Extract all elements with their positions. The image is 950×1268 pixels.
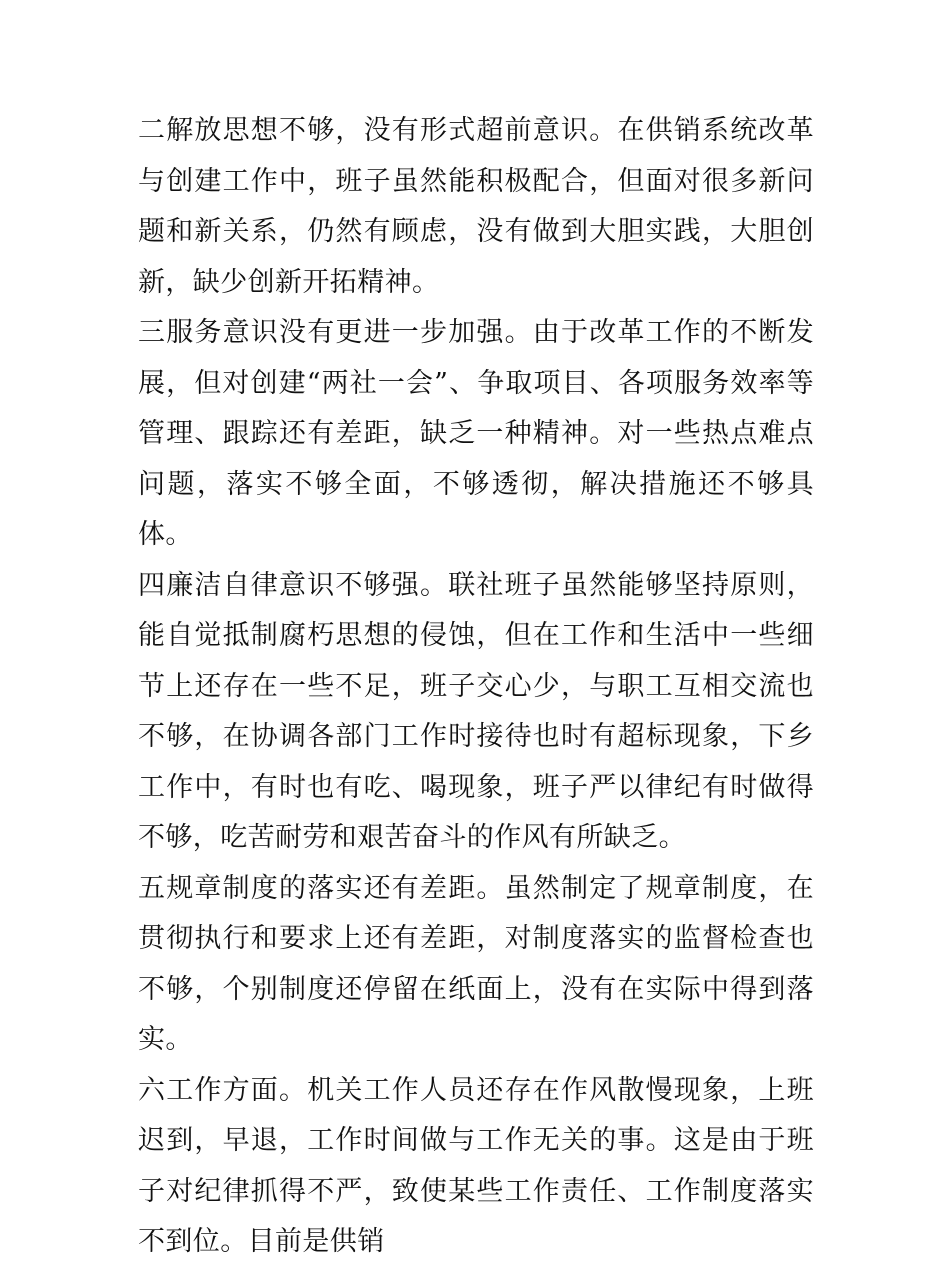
paragraph-integrity-self-discipline: 四廉洁自律意识不够强。联社班子虽然能够坚持原则，能自觉抵制腐朽思想的侵蚀，但在工作和生活中一些细节上还存在一些不足，班子交心少，与职工互相交流也不够，在协调各部门工作时接待也时有超标现象，下乡工作中，有时也有吃、喝现象，班子严以律纪有时做得不够，吃苦耐劳和艰苦奋斗的作风有所缺乏。 [138, 569, 814, 853]
paragraph-service-awareness: 三服务意识没有更进一步加强。由于改革工作的不断发展，但对创建“两社一会”、争取项目、各项服务效率等管理、跟踪还有差距，缺乏一种精神。对一些热点难点问题，落实不够全面，不够透彻，解决措施还不够具体。 [138, 317, 814, 550]
document-body [138, 106, 814, 1268]
paragraph-rules-implementation: 五规章制度的落实还有差距。虽然制定了规章制度，在贯彻执行和要求上还有差距，对制度落实的监督检查也不够，个别制度还停留在纸面上，没有在实际中得到落实。 [138, 872, 814, 1055]
paragraph-work-aspect: 六工作方面。机关工作人员还存在作风散慢现象，上班迟到，早退，工作时间做与工作无关的事。这是由于班子对纪律抓得不严，致使某些工作责任、工作制度落实不到位。目前是供销 [138, 1074, 814, 1257]
paragraph-liberating-thought: 二解放思想不够，没有形式超前意识。在供销系统改革与创建工作中，班子虽然能积极配合，但面对很多新问题和新关系，仍然有顾虑，没有做到大胆实践，大胆创新，缺少创新开拓精神。 [138, 115, 814, 298]
